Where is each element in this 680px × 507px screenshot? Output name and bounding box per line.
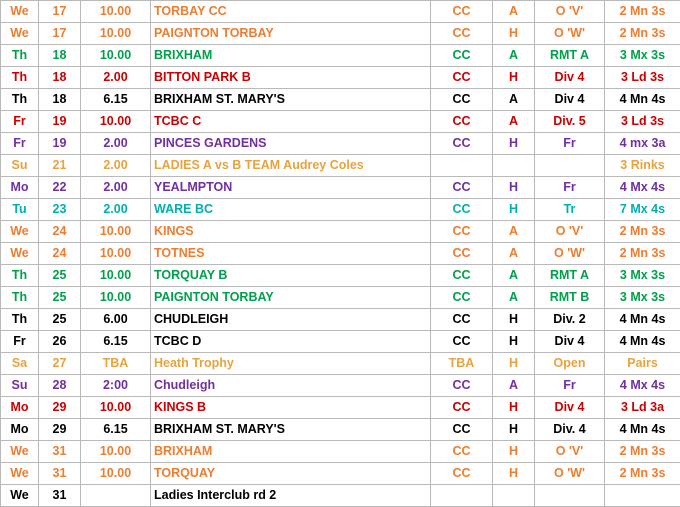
cell-day: We [1, 243, 39, 265]
cell-date: 21 [39, 155, 81, 177]
cell-club: CC [431, 397, 493, 419]
cell-date: 29 [39, 397, 81, 419]
cell-date: 25 [39, 265, 81, 287]
cell-club: CC [431, 309, 493, 331]
cell-rinks: 3 Ld 3a [605, 397, 680, 419]
cell-date: 17 [39, 23, 81, 45]
cell-home-away: A [493, 89, 535, 111]
cell-rinks: Pairs [605, 353, 680, 375]
cell-home-away: H [493, 463, 535, 485]
table-row [1, 133, 680, 155]
cell-day: Tu [1, 199, 39, 221]
cell-event: KINGS B [151, 397, 431, 419]
cell-club: CC [431, 1, 493, 23]
cell-rinks: 7 Mx 4s [605, 199, 680, 221]
cell-competition: Div 4 [535, 89, 605, 111]
cell-event: BRIXHAM ST. MARY'S [151, 419, 431, 441]
cell-home-away: A [493, 111, 535, 133]
cell-competition: RMT A [535, 265, 605, 287]
cell-time: 6.15 [81, 89, 151, 111]
table-row [1, 1, 680, 23]
cell-competition: O 'V' [535, 221, 605, 243]
table-row [1, 243, 680, 265]
cell-club: CC [431, 419, 493, 441]
cell-time: 2.00 [81, 133, 151, 155]
cell-time: 6.00 [81, 309, 151, 331]
cell-rinks: 2 Mn 3s [605, 1, 680, 23]
cell-time: 10.00 [81, 287, 151, 309]
cell-rinks: 2 Mn 3s [605, 23, 680, 45]
cell-event: TORBAY CC [151, 1, 431, 23]
cell-rinks: 4 Mx 4s [605, 375, 680, 397]
table-row [1, 485, 680, 507]
cell-time: TBA [81, 353, 151, 375]
cell-rinks: 3 Ld 3s [605, 67, 680, 89]
cell-event: BRIXHAM ST. MARY'S [151, 89, 431, 111]
cell-event: YEALMPTON [151, 177, 431, 199]
table-row [1, 463, 680, 485]
cell-time: 10.00 [81, 397, 151, 419]
cell-date: 18 [39, 45, 81, 67]
table-row [1, 155, 680, 177]
cell-home-away: A [493, 45, 535, 67]
cell-date: 25 [39, 287, 81, 309]
cell-day: Th [1, 287, 39, 309]
cell-competition: Div. 4 [535, 419, 605, 441]
table-row [1, 375, 680, 397]
cell-date: 26 [39, 331, 81, 353]
table-row [1, 397, 680, 419]
cell-competition: RMT A [535, 45, 605, 67]
table-row [1, 287, 680, 309]
table-row [1, 45, 680, 67]
cell-time: 10.00 [81, 23, 151, 45]
cell-club: CC [431, 221, 493, 243]
cell-competition: O 'W' [535, 243, 605, 265]
cell-event: CHUDLEIGH [151, 309, 431, 331]
cell-date: 19 [39, 111, 81, 133]
cell-competition: Fr [535, 375, 605, 397]
cell-date: 24 [39, 221, 81, 243]
cell-club [431, 485, 493, 507]
cell-club: CC [431, 243, 493, 265]
cell-date: 18 [39, 89, 81, 111]
cell-rinks [605, 485, 680, 507]
cell-time: 10.00 [81, 441, 151, 463]
cell-competition: Div. 2 [535, 309, 605, 331]
cell-competition [535, 155, 605, 177]
cell-date: 29 [39, 419, 81, 441]
cell-club: CC [431, 177, 493, 199]
cell-day: Fr [1, 111, 39, 133]
cell-time: 10.00 [81, 463, 151, 485]
cell-competition: Fr [535, 133, 605, 155]
table-row [1, 265, 680, 287]
cell-date: 24 [39, 243, 81, 265]
fixtures-table-body [1, 1, 680, 507]
cell-day: Th [1, 67, 39, 89]
cell-rinks: 4 Mn 4s [605, 309, 680, 331]
cell-home-away: H [493, 67, 535, 89]
cell-club: CC [431, 89, 493, 111]
cell-club: CC [431, 67, 493, 89]
cell-event: PINCES GARDENS [151, 133, 431, 155]
cell-rinks: 2 Mn 3s [605, 221, 680, 243]
cell-home-away: A [493, 1, 535, 23]
cell-home-away: H [493, 397, 535, 419]
cell-rinks: 3 Mx 3s [605, 287, 680, 309]
cell-event: KINGS [151, 221, 431, 243]
cell-date: 18 [39, 67, 81, 89]
cell-competition: O 'W' [535, 23, 605, 45]
cell-home-away: H [493, 441, 535, 463]
cell-competition [535, 485, 605, 507]
cell-rinks: 4 Mn 4s [605, 89, 680, 111]
cell-club: TBA [431, 353, 493, 375]
table-row [1, 67, 680, 89]
cell-time: 2.00 [81, 155, 151, 177]
cell-rinks: 3 Rinks [605, 155, 680, 177]
cell-time: 10.00 [81, 111, 151, 133]
cell-home-away: A [493, 265, 535, 287]
cell-rinks: 2 Mn 3s [605, 243, 680, 265]
cell-event: Chudleigh [151, 375, 431, 397]
table-row [1, 309, 680, 331]
cell-club: CC [431, 23, 493, 45]
cell-rinks: 4 Mn 4s [605, 331, 680, 353]
cell-club: CC [431, 133, 493, 155]
cell-home-away: A [493, 287, 535, 309]
table-row [1, 441, 680, 463]
cell-event: BRIXHAM [151, 45, 431, 67]
cell-time: 2.00 [81, 67, 151, 89]
cell-day: Th [1, 89, 39, 111]
cell-event: BRIXHAM [151, 441, 431, 463]
cell-time: 6.15 [81, 331, 151, 353]
cell-day: We [1, 463, 39, 485]
cell-date: 22 [39, 177, 81, 199]
cell-day: Su [1, 375, 39, 397]
cell-event: TCBC D [151, 331, 431, 353]
cell-club: CC [431, 287, 493, 309]
table-row [1, 199, 680, 221]
cell-club: CC [431, 441, 493, 463]
table-row [1, 177, 680, 199]
cell-date: 27 [39, 353, 81, 375]
cell-day: Su [1, 155, 39, 177]
cell-competition: O 'V' [535, 441, 605, 463]
table-row [1, 23, 680, 45]
cell-home-away: A [493, 375, 535, 397]
cell-event: Ladies Interclub rd 2 [151, 485, 431, 507]
cell-club: CC [431, 331, 493, 353]
cell-day: Th [1, 309, 39, 331]
cell-competition: Open [535, 353, 605, 375]
cell-home-away: H [493, 353, 535, 375]
cell-home-away: H [493, 23, 535, 45]
cell-home-away: A [493, 243, 535, 265]
cell-day: We [1, 441, 39, 463]
cell-time: 10.00 [81, 45, 151, 67]
cell-club: CC [431, 199, 493, 221]
cell-club: CC [431, 45, 493, 67]
cell-event: TCBC C [151, 111, 431, 133]
cell-competition: Div 4 [535, 331, 605, 353]
cell-time: 6.15 [81, 419, 151, 441]
cell-day: Mo [1, 419, 39, 441]
table-row [1, 89, 680, 111]
cell-day: Mo [1, 177, 39, 199]
cell-date: 17 [39, 1, 81, 23]
cell-home-away: H [493, 331, 535, 353]
cell-day: Th [1, 45, 39, 67]
cell-day: We [1, 485, 39, 507]
cell-event: PAIGNTON TORBAY [151, 287, 431, 309]
cell-rinks: 4 Mx 4s [605, 177, 680, 199]
table-row [1, 331, 680, 353]
cell-day: Th [1, 265, 39, 287]
cell-rinks: 4 mx 3a [605, 133, 680, 155]
cell-day: We [1, 1, 39, 23]
cell-home-away [493, 485, 535, 507]
table-row [1, 111, 680, 133]
cell-event: TORQUAY B [151, 265, 431, 287]
cell-rinks: 2 Mn 3s [605, 441, 680, 463]
cell-club [431, 155, 493, 177]
cell-home-away: H [493, 199, 535, 221]
cell-date: 31 [39, 441, 81, 463]
cell-event: PAIGNTON TORBAY [151, 23, 431, 45]
cell-home-away: H [493, 309, 535, 331]
cell-club: CC [431, 375, 493, 397]
cell-date: 23 [39, 199, 81, 221]
cell-date: 31 [39, 485, 81, 507]
cell-home-away: H [493, 133, 535, 155]
cell-home-away: A [493, 221, 535, 243]
cell-rinks: 4 Mn 4s [605, 419, 680, 441]
cell-day: Mo [1, 397, 39, 419]
cell-day: Fr [1, 133, 39, 155]
cell-club: CC [431, 463, 493, 485]
cell-day: Sa [1, 353, 39, 375]
cell-rinks: 3 Mx 3s [605, 265, 680, 287]
cell-day: We [1, 221, 39, 243]
cell-event: TOTNES [151, 243, 431, 265]
cell-club: CC [431, 265, 493, 287]
cell-time: 10.00 [81, 1, 151, 23]
cell-date: 31 [39, 463, 81, 485]
table-row [1, 221, 680, 243]
cell-competition: Div 4 [535, 67, 605, 89]
cell-club: CC [431, 111, 493, 133]
cell-event: TORQUAY [151, 463, 431, 485]
cell-time: 10.00 [81, 243, 151, 265]
cell-event: WARE BC [151, 199, 431, 221]
cell-event: Heath Trophy [151, 353, 431, 375]
cell-date: 19 [39, 133, 81, 155]
cell-competition: O 'V' [535, 1, 605, 23]
cell-time: 2.00 [81, 177, 151, 199]
cell-date: 28 [39, 375, 81, 397]
cell-day: Fr [1, 331, 39, 353]
cell-competition: Div 4 [535, 397, 605, 419]
cell-event: LADIES A vs B TEAM Audrey Coles [151, 155, 431, 177]
cell-competition: Div. 5 [535, 111, 605, 133]
table-row [1, 419, 680, 441]
cell-day: We [1, 23, 39, 45]
cell-competition: Fr [535, 177, 605, 199]
cell-home-away: H [493, 177, 535, 199]
cell-competition: O 'W' [535, 463, 605, 485]
cell-time: 10.00 [81, 221, 151, 243]
cell-date: 25 [39, 309, 81, 331]
cell-time [81, 485, 151, 507]
cell-rinks: 3 Ld 3s [605, 111, 680, 133]
cell-competition: RMT B [535, 287, 605, 309]
cell-competition: Tr [535, 199, 605, 221]
cell-rinks: 2 Mn 3s [605, 463, 680, 485]
cell-home-away [493, 155, 535, 177]
cell-rinks: 3 Mx 3s [605, 45, 680, 67]
cell-home-away: H [493, 419, 535, 441]
table-row [1, 353, 680, 375]
cell-time: 2.00 [81, 199, 151, 221]
cell-time: 2:00 [81, 375, 151, 397]
cell-event: BITTON PARK B [151, 67, 431, 89]
cell-time: 10.00 [81, 265, 151, 287]
